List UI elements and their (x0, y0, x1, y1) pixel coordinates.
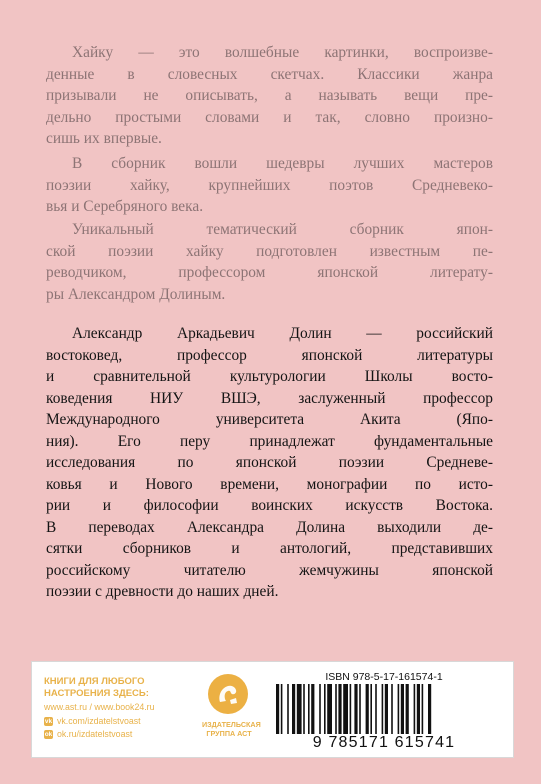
text-line: рии и философии воинских искусств Востока. (46, 497, 493, 514)
text-line: ковья и Нового времени, монографии по исто- (46, 475, 493, 493)
annotation-paragraph-3 (46, 219, 493, 305)
text-line: Хайку — это волшебные картинки, воспроизве- (72, 44, 493, 61)
text-line: ры Александром Долиным. (46, 285, 226, 303)
text-line: востоковед, профессор японской литературы (46, 346, 493, 364)
publisher-info-box (31, 661, 514, 758)
publisher-name-line-2: ГРУППА АСТ (206, 729, 252, 738)
text-line: призывали не описывать, а называть вещи пре- (46, 87, 493, 104)
text-line: и сравнительной культурологии Школы восто- (46, 368, 493, 385)
website-links[interactable]: www.ast.ru / www.book24.ru (44, 702, 155, 712)
ok-icon: ok (44, 731, 53, 739)
vk-icon: vk (44, 717, 53, 725)
text-line: денные в словесных скетчах. Классики жанра (46, 65, 493, 83)
text-line: коведения НИУ ВШЭ, заслуженный профессор (46, 389, 493, 407)
text-line: ния). Его перу принадлежат фундаментальные (46, 432, 493, 450)
ast-logo-icon (208, 674, 248, 714)
text-line: сишь их впервые. (46, 130, 162, 147)
promo-title-line-1: КНИГИ ДЛЯ ЛЮБОГО (44, 676, 145, 687)
ok-link[interactable]: ok.ru/izdatelstvoast (57, 729, 133, 739)
author-bio (46, 323, 493, 603)
barcode-image (272, 684, 496, 734)
text-line: вья и Серебряного века. (46, 198, 204, 215)
text-line: российскому читателю жемчужины японской (46, 561, 493, 579)
annotation-paragraph-2 (46, 153, 493, 218)
publisher-name-line-1: ИЗДАТЕЛЬСКАЯ (202, 720, 261, 729)
text-line: В переводах Александра Долина выходили де- (46, 518, 493, 536)
text-line: дельно простыми словами и так, словно произно- (46, 108, 493, 126)
publisher-name (202, 720, 261, 738)
text-line: В сборник вошли шедевры лучших мастеров (72, 155, 493, 172)
text-line: Уникальный тематический сборник япон- (72, 221, 493, 238)
promo-title-line-2: НАСТРОЕНИЯ ЗДЕСЬ: (44, 687, 149, 699)
barcode-number: 9 785171 615741 (312, 734, 456, 751)
text-line: поэзии хайку, крупнейших поэтов Средневеко- (46, 176, 493, 194)
text-line: Международного университета Акита (Япо- (46, 411, 493, 428)
text-line: поэзии с древности до наших дней. (46, 583, 279, 600)
text-line: исследования по японской поэзии Средневе- (46, 454, 493, 471)
ast-logo-graphic (208, 674, 248, 714)
annotation-paragraph-1 (46, 42, 493, 150)
text-line: реводчиком, профессором японской литерату- (46, 264, 493, 281)
text-line: Александр Аркадьевич Долин — российский (72, 325, 493, 342)
isbn-label: ISBN 978-5-17-161574-1 (325, 671, 443, 683)
vk-link[interactable]: vk.com/izdatelstvoast (57, 715, 141, 726)
promo-block (44, 676, 194, 742)
text-line: ской поэзии хайку подготовлен известным пе- (46, 242, 493, 260)
text-line: сятки сборников и антологий, представивших (46, 540, 493, 557)
